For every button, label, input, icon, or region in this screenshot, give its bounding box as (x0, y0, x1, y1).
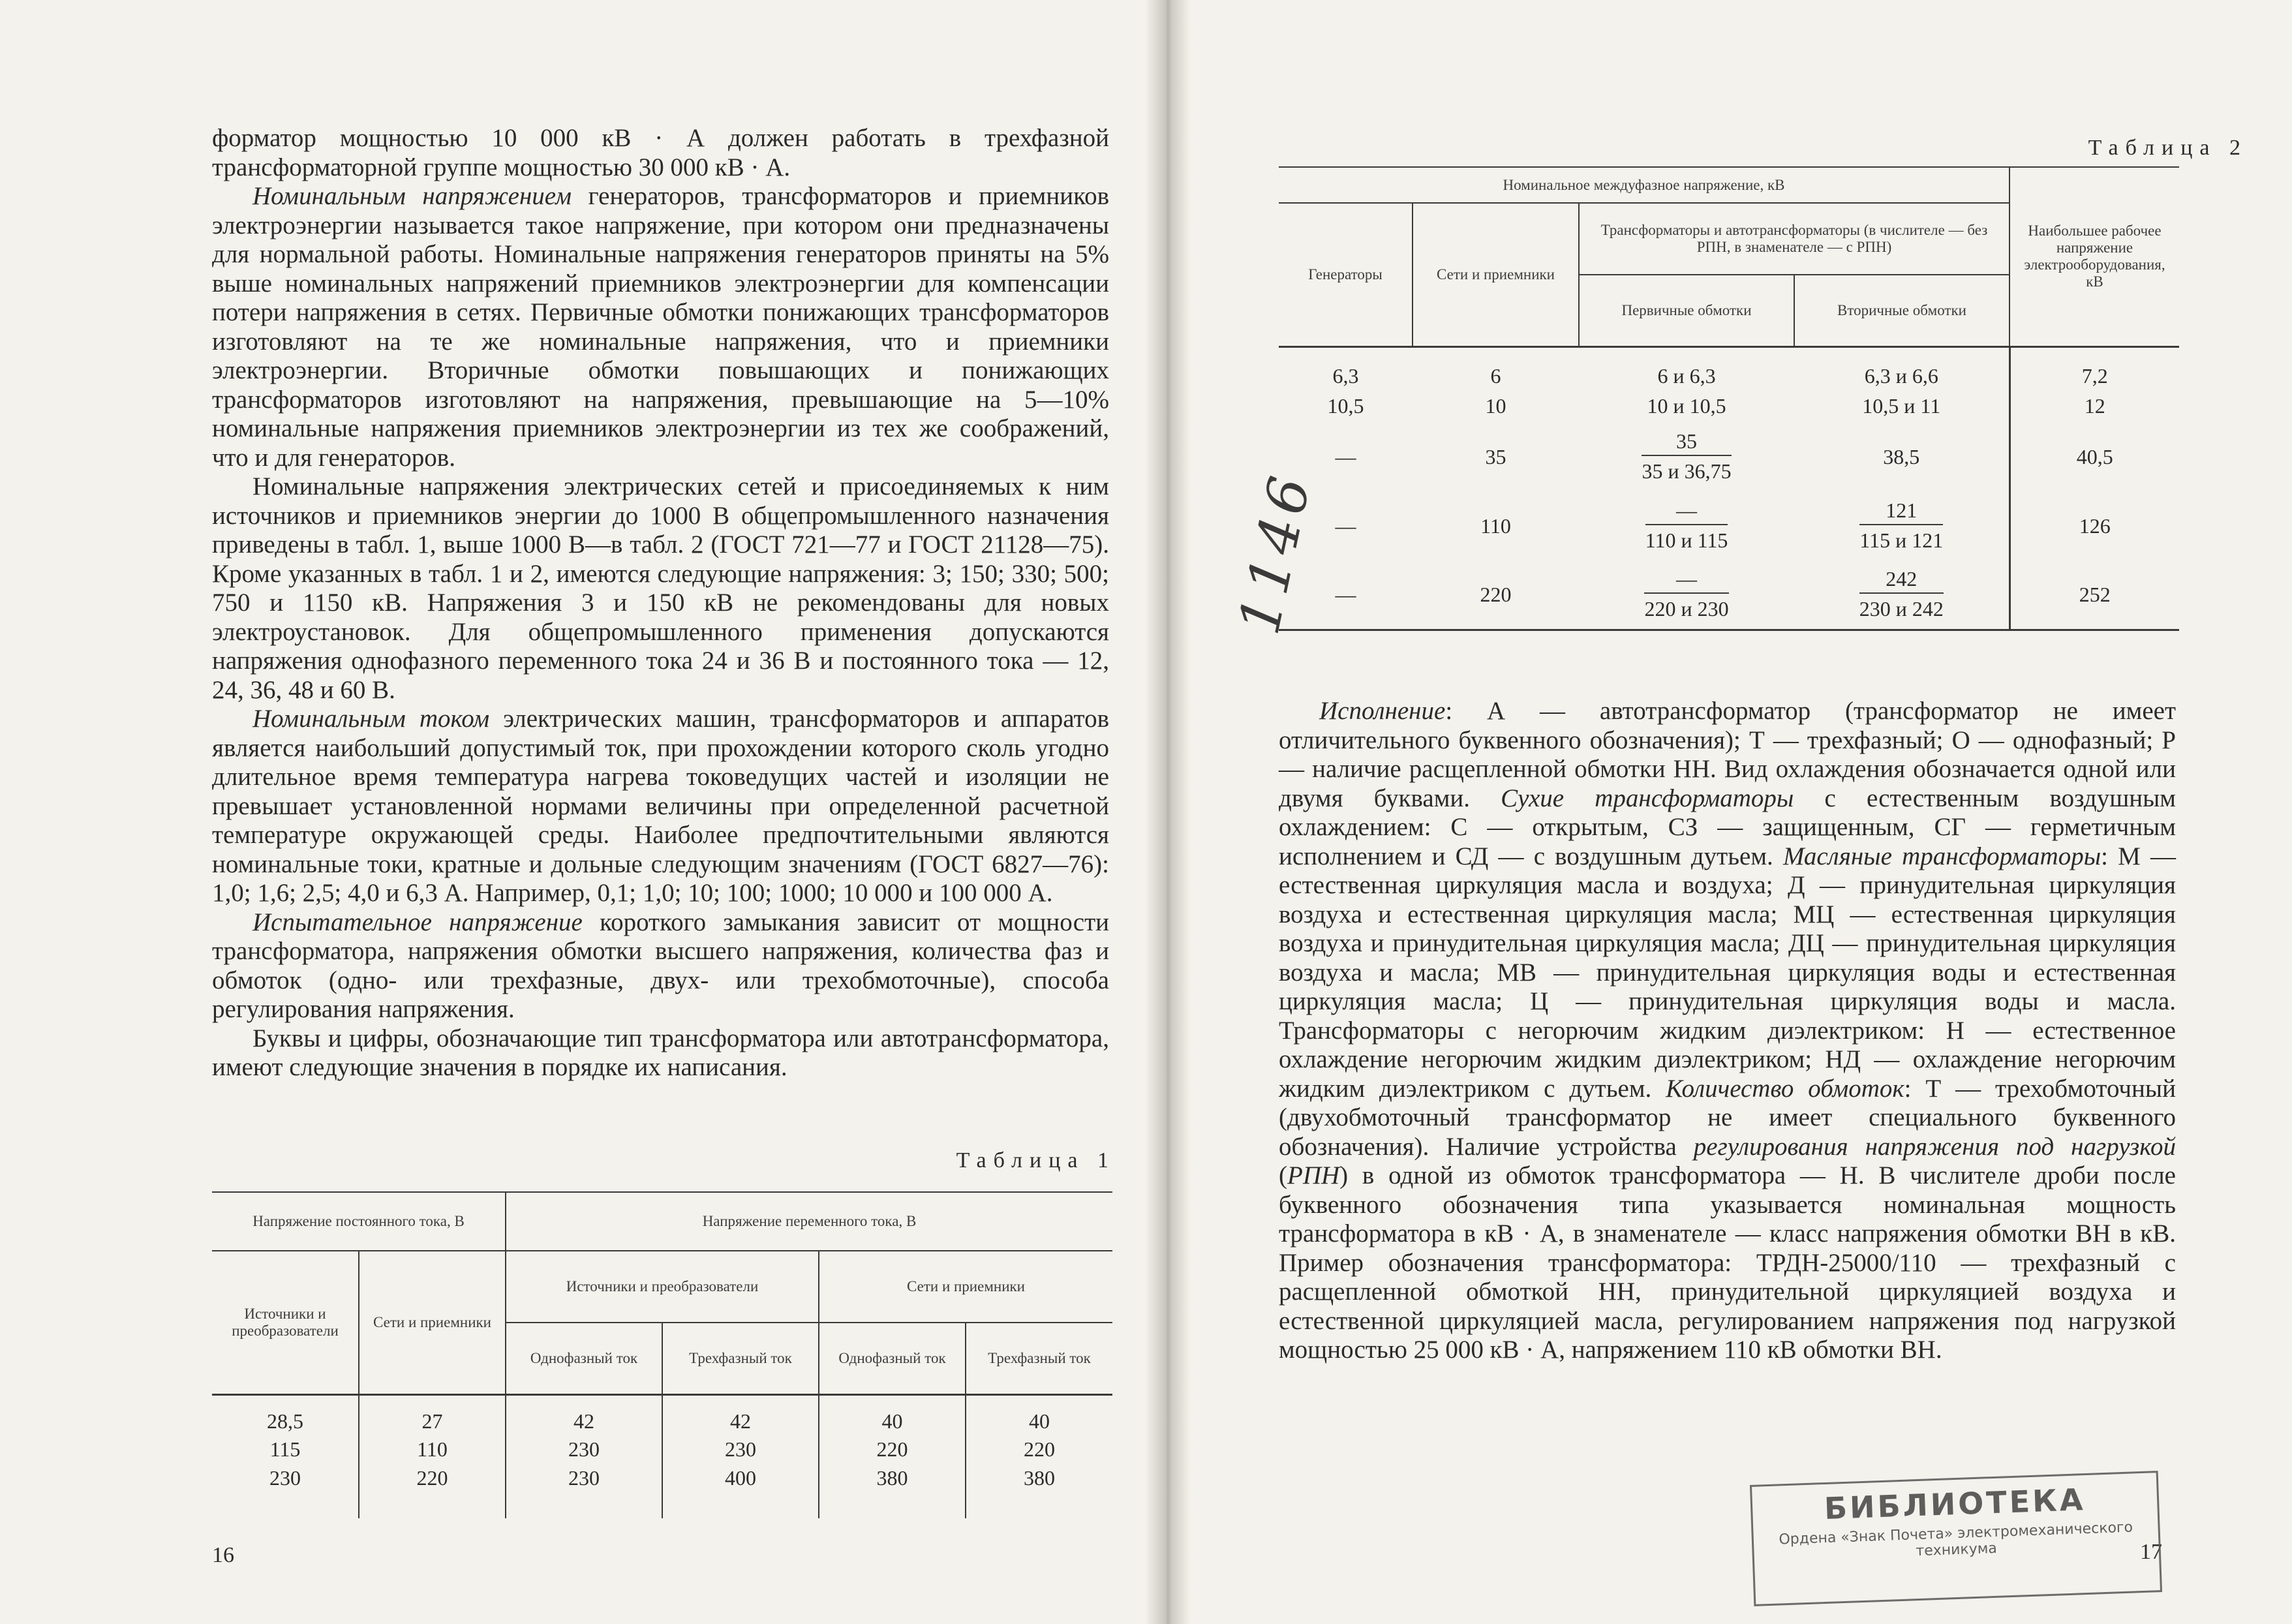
t1-header-dc: Напряжение постоянного тока, В (212, 1192, 506, 1251)
table-cell: 40,5 (2009, 422, 2179, 491)
table-cell: 6,3 (1279, 346, 1413, 390)
fraction (1859, 566, 1944, 621)
table-cell (1579, 346, 1794, 390)
t2-col-gen: Генераторы (1279, 203, 1413, 346)
table-row (212, 1463, 1112, 1492)
paragraph (212, 705, 1109, 908)
page-number-right: 17 (2140, 1540, 2162, 1564)
text-run: : А — автотрансформатор (трансформатор не имеет отличительного буквенного обозначения); Т — трехфазный; О — однофазный; Р — наличие расщепленной обмотки НН. Вид охлаждения обозначается одной или двумя буквами. (1279, 697, 2176, 812)
page-number-left: 16 (212, 1543, 234, 1567)
table-cell: 220 (1413, 560, 1579, 630)
table-cell: 220 (359, 1463, 506, 1492)
denominator: 110 и 115 (1645, 529, 1728, 552)
table-cell (1794, 560, 2009, 630)
table-cell: 27 (359, 1394, 506, 1435)
italic-term: регулирования напряжения под нагрузкой (1693, 1132, 2176, 1161)
italic-term: Номинальным напряжением (252, 182, 572, 210)
table1 (212, 1191, 1112, 1518)
t1-col-three: Трехфазный ток (662, 1323, 819, 1394)
paragraph (212, 908, 1109, 1024)
cell-value: 10,5 и 11 (1862, 394, 1941, 418)
text-run: Номинальные напряжения электрических сетей и присоединяемых к ним источников и приемников энергии до 1000 В общепромышленного назначения приведены в табл. 1, выше 1000 В—в табл. 2 (ГОСТ 721—77 и ГОСТ 21128—75). Кроме указанных в табл. 1 и 2, имеются следующие напряжения: 3; 150; 330; 500; 750 и 1150 кВ. Напряжения 3 и 150 кВ не рекомендованы для новых электроустановок. Для общепромышленного применения допускаются напряжения однофазного переменного тока 24 и 36 В и постоянного тока — 12, 24, 36, 48 и 60 В. (212, 472, 1109, 704)
denominator: 115 и 121 (1859, 529, 1944, 552)
table-cell: 28,5 (212, 1394, 359, 1435)
table-row (212, 1394, 1112, 1435)
italic-term: РПН (1287, 1161, 1340, 1189)
stamp-title: БИБЛИОТЕКА (1824, 1482, 2086, 1527)
table-cell: 110 (1480, 514, 1511, 538)
denominator: 220 и 230 (1644, 597, 1729, 621)
table-cell: 10 (1485, 394, 1506, 418)
table-cell: 110 (359, 1435, 506, 1463)
table-cell: 35 (1485, 445, 1506, 468)
paragraph (212, 124, 1109, 182)
numerator: 242 (1859, 566, 1944, 594)
table1-caption: Таблица 1 (956, 1148, 1116, 1172)
table-cell: 380 (1024, 1466, 1055, 1490)
text-run: генераторов, трансформаторов и приемников электроэнергии называется такое напряжение, при котором они предназначены для нормальной работы. Номинальные напряжения генераторов приняты на 5% выше номинальных напряжений приемников электроэнергии для компенсации потери напряжения в сетях. Первичные обмотки понижающих трансформаторов изготовляют на те же номинальные напряжения, что и приемники электроэнергии. Вторичные обмотки повышающих и понижающих трансформаторов изготовляют на напряжения, превышающие на 5—10% номинальные напряжения приемников электроэнергии из тех же соображений, что и для генераторов. (212, 182, 1109, 472)
table-cell (1579, 491, 1794, 560)
t1-col-ac-sources: Источники и преобразователи (506, 1251, 819, 1323)
table-cell: 6 (1413, 346, 1579, 390)
t1-col-ac-nets: Сети и приемники (819, 1251, 1112, 1323)
fraction (1644, 566, 1728, 621)
table-cell: 220 (819, 1435, 966, 1463)
text-run: форматор мощностью 10 000 кВ · А должен работать в трехфазной трансформаторной группе мощностью 30 000 кВ · А. (212, 124, 1109, 181)
italic-term: Исполнение (1319, 697, 1446, 725)
italic-term: Испытательное напряжение (252, 908, 583, 936)
table-row (1279, 491, 2179, 560)
table-cell: 400 (662, 1463, 819, 1492)
stamp-line: Ордена «Знак Почета» электромеханического техникума (1779, 1519, 2133, 1560)
handwritten-note: 1146 (1227, 466, 1324, 640)
left-body-text (212, 124, 1109, 1082)
table-cell (1579, 390, 1794, 422)
italic-term: Количество обмоток (1666, 1074, 1904, 1103)
numerator: — (1644, 566, 1728, 594)
table-cell: 40 (966, 1394, 1112, 1435)
table-row (1279, 422, 2179, 491)
paragraph (1279, 697, 2176, 1365)
fraction (1642, 429, 1731, 483)
t1-col-three2: Трехфазный ток (966, 1323, 1112, 1394)
book-gutter (1145, 0, 1191, 1624)
numerator: 121 (1859, 498, 1943, 525)
left-page (0, 0, 1145, 1624)
table2-caption: Таблица 2 (2088, 136, 2248, 160)
cell-value: 6,3 и 6,6 (1864, 363, 1938, 388)
t2-col-secondary: Вторичные обмотки (1794, 275, 2009, 346)
table-cell: 230 (506, 1435, 662, 1463)
denominator: 35 и 36,75 (1642, 459, 1732, 483)
cell-value: 6 и 6,3 (1657, 363, 1716, 388)
italic-term: Масляные трансформаторы (1782, 842, 2101, 870)
table-cell: 230 (662, 1435, 819, 1463)
table-cell: — (1279, 560, 1413, 630)
paragraph (212, 1024, 1109, 1082)
numerator: 35 (1642, 429, 1731, 456)
table-cell: 12 (2009, 390, 2179, 422)
table-row (1279, 346, 2179, 390)
table-cell: — (1335, 445, 1356, 468)
numerator: — (1645, 498, 1728, 525)
text-run: электрических машин, трансформаторов и аппаратов является наибольший допустимый ток, при прохождении которого сколь угодно длительное время температура нагрева токоведущих частей и изоляции не превышает установленной нормами величины при определенной расчетной температуре окружающей среды. Наиболее предпочтительными являются номинальные токи, кратные и дольные следующим значениям (ГОСТ 6827—76): 1,0; 1,6; 2,5; 4,0 и 6,3 А. Например, 0,1; 1,0; 10; 100; 1000; 10 000 и 100 000 А. (212, 705, 1109, 907)
table-cell: 7,2 (2009, 346, 2179, 390)
t1-col-dc-sources: Источники и преобразователи (212, 1251, 359, 1394)
italic-term: Номинальным током (252, 705, 490, 733)
t1-col-single2: Однофазный ток (819, 1323, 966, 1394)
fraction (1859, 498, 1943, 553)
t1-col-dc-nets: Сети и приемники (359, 1251, 506, 1394)
table-cell: — (1335, 514, 1356, 538)
library-stamp (1750, 1471, 2162, 1606)
t2-col-primary: Первичные обмотки (1579, 275, 1794, 346)
right-page (1191, 0, 2292, 1624)
table-cell: 230 (212, 1463, 359, 1492)
table-cell (1794, 346, 2009, 390)
text-run: : Т — трехобмоточный (двухобмоточный трансформатор не имеет специального буквенного обозначения). Наличие устройства (1279, 1074, 2176, 1161)
text-run: Буквы и цифры, обозначающие тип трансформатора или автотрансформатора, имеют следующие значения в порядке их написания. (212, 1024, 1109, 1081)
table-cell: 40 (819, 1394, 966, 1435)
t2-col-nets: Сети и приемники (1413, 203, 1579, 346)
text-run: : М — естественная циркуляция масла и воздуха; Д — принудительная циркуляция воздуха и естественная циркуляция масла; МЦ — естественная циркуляция воздуха и принудительная циркуляция масла; ДЦ — принудительная циркуляция воздуха и масла; МВ — принудительная циркуляция воды и естественная циркуляция масла; Ц — принудительная циркуляция воды и масла. Трансформаторы с негорючим жидким диэлектриком: Н — естественное охлаждение негорючим жидким диэлектриком; НД — охлаждение негорючим жидким диэлектриком с дутьем. (1279, 842, 2177, 1103)
text-run: короткого замыкания зависит от мощности трансформатора, напряжения обмотки высшего напряжения, количества фаз и обмоток (одно- или трехфазные, двух- или трехобмоточные), способа регулирования напряжения. (212, 908, 1110, 1023)
right-body-text (1279, 697, 2176, 1365)
text-run: ) в одной из обмоток трансформатора — Н. В числителе дроби после буквенного обозначения типа указывается номинальная мощность трансформатора в кВ · А, в знаменателе — класс напряжения обмотки ВН в кВ. Пример обозначения трансформатора: ТРДН-25000/110 — трехфазный с расщепленной обмоткой НН, принудительной циркуляцией воздуха и естественной циркуляцией масла, регулированием напряжения под нагрузкой мощностью 25 000 кВ · А, напряжением 110 кВ обмотки ВН. (1279, 1161, 2176, 1364)
table2 (1279, 166, 2179, 631)
table-cell (1579, 560, 1794, 630)
table-row (1279, 390, 2179, 422)
table-cell: 220 (1024, 1437, 1055, 1461)
table-cell: 380 (819, 1463, 966, 1492)
table-cell: 230 (506, 1463, 662, 1492)
table-row (1279, 560, 2179, 630)
t1-header-ac: Напряжение переменного тока, В (506, 1192, 1112, 1251)
t2-col-max: Наибольшее рабочее напряжение электрооборудования, кВ (2009, 167, 2179, 346)
t2-header-top: Номинальное междуфазное напряжение, кВ (1279, 167, 2009, 203)
table-row (212, 1435, 1112, 1463)
denominator: 230 и 242 (1859, 597, 1944, 621)
table-cell: 10,5 (1327, 394, 1364, 418)
t1-col-single: Однофазный ток (506, 1323, 662, 1394)
table-cell (1794, 390, 2009, 422)
t2-col-trans: Трансформаторы и автотрансформаторы (в числителе — без РПН, в знаменателе — с РПН) (1579, 203, 2009, 275)
text-run: с естественным воздушным охлаждением: С — открытым, СЗ — защищенным, СГ — герметичным исполнением и СД — с воздушным дутьем. (1279, 784, 2176, 870)
table-cell (1794, 491, 2009, 560)
table-cell: 42 (506, 1394, 662, 1435)
table-cell: 115 (212, 1435, 359, 1463)
table-cell: 126 (2009, 491, 2179, 560)
cell-value: 38,5 (1883, 445, 1920, 468)
cell-value: 10 и 10,5 (1647, 394, 1726, 418)
table-cell: 252 (2009, 560, 2179, 630)
paragraph (212, 472, 1109, 705)
paragraph (212, 182, 1109, 472)
text-run: ( (1279, 1161, 1287, 1189)
table-cell (1579, 422, 1794, 491)
table-cell (1794, 422, 2009, 491)
fraction (1645, 498, 1728, 553)
table-cell: 42 (662, 1394, 819, 1435)
italic-term: Сухие трансформаторы (1501, 784, 1794, 812)
